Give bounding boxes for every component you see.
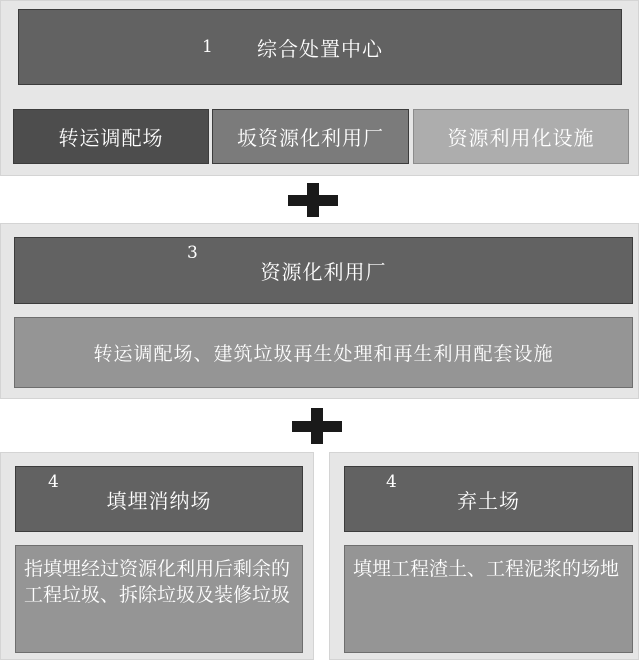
top-number: 1 bbox=[202, 37, 213, 57]
middle-description-box bbox=[14, 317, 633, 388]
top-panel bbox=[0, 0, 639, 176]
top-header-box bbox=[18, 9, 622, 85]
middle-panel bbox=[0, 223, 639, 399]
plus-icon bbox=[288, 183, 338, 217]
bottom-right-panel bbox=[329, 452, 639, 660]
plus-icon bbox=[292, 408, 342, 444]
bottom-right-title: 弃土场 bbox=[457, 488, 520, 513]
top-sub-item-2 bbox=[212, 109, 409, 164]
bottom-left-description: 指填埋经过资源化利用后剩余的工程垃圾、拆除垃圾及装修垃圾 bbox=[24, 558, 291, 606]
bottom-right-number: 4 bbox=[386, 472, 397, 492]
middle-title: 资源化利用厂 bbox=[260, 260, 387, 284]
middle-description: 转运调配场、建筑垃圾再生处理和再生利用配套设施 bbox=[93, 343, 554, 365]
bottom-left-description-box bbox=[15, 545, 303, 653]
bottom-right-description-box bbox=[344, 545, 633, 653]
top-sub-item-1-label: 转运调配场 bbox=[58, 126, 164, 150]
top-title: 综合处置中心 bbox=[257, 36, 383, 61]
middle-header-box bbox=[14, 237, 633, 304]
bottom-right-description: 填埋工程渣土、工程泥浆的场地 bbox=[353, 558, 620, 580]
middle-number: 3 bbox=[187, 243, 198, 263]
top-sub-item-1 bbox=[13, 109, 209, 164]
top-sub-item-3 bbox=[413, 109, 629, 164]
top-sub-item-3-label: 资源利用化设施 bbox=[447, 126, 595, 150]
bottom-left-number: 4 bbox=[48, 472, 59, 492]
bottom-left-title: 填埋消纳场 bbox=[106, 488, 212, 513]
bottom-left-panel bbox=[0, 452, 314, 660]
top-sub-item-2-label: 坂资源化利用厂 bbox=[237, 126, 384, 150]
